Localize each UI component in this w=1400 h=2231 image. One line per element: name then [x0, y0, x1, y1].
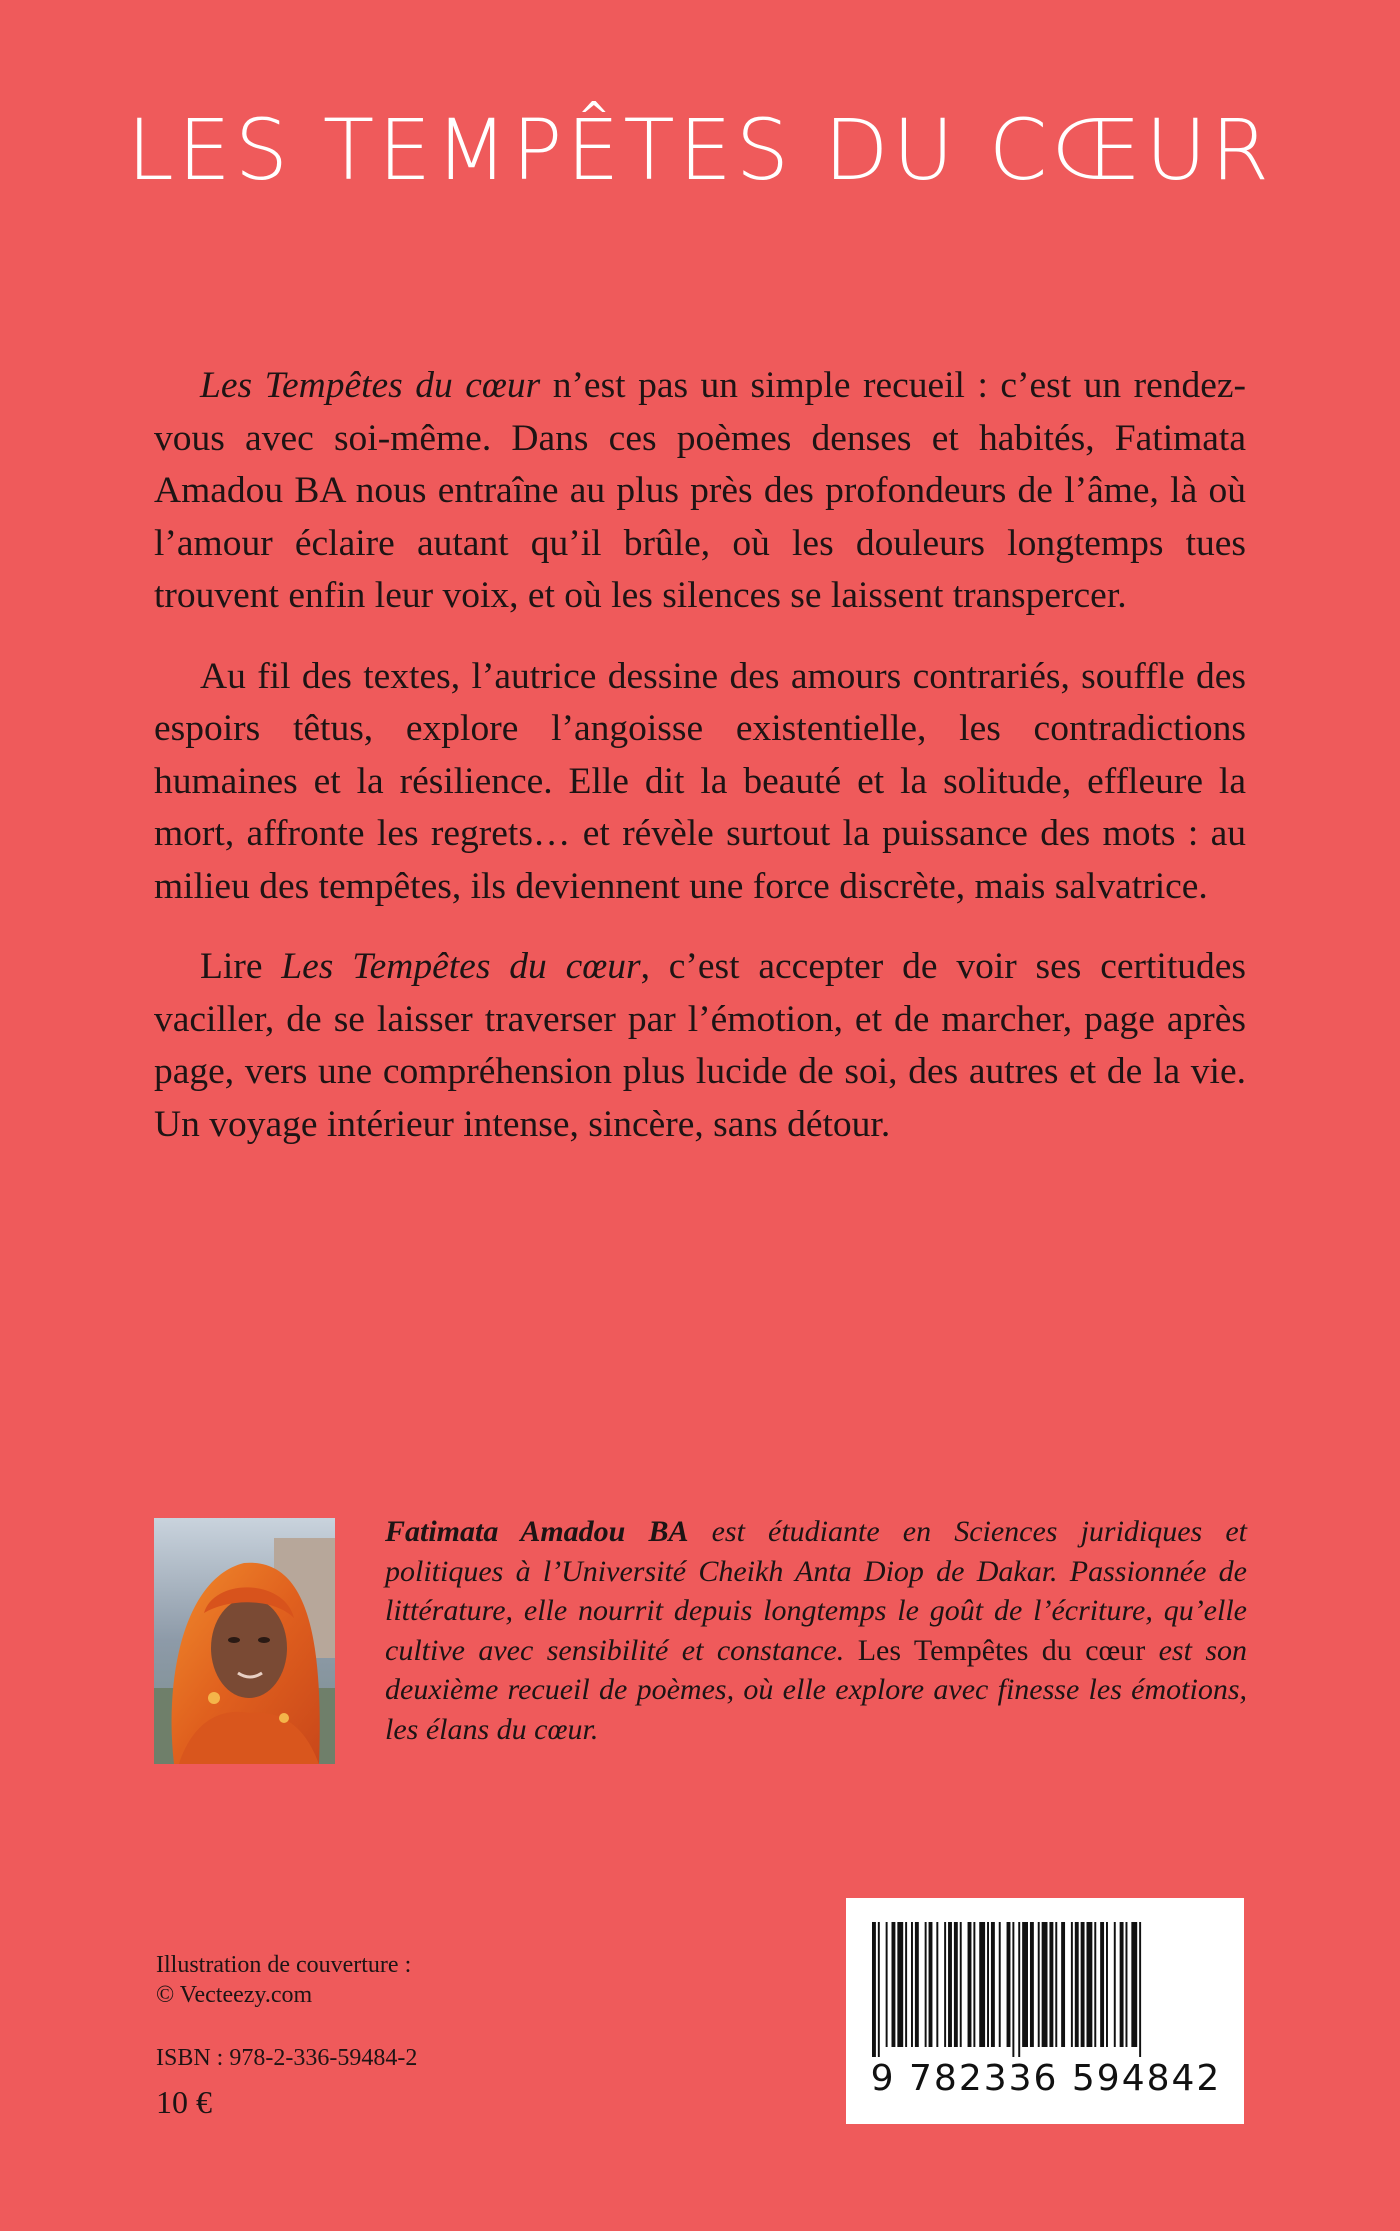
blurb-text: Lire	[200, 946, 282, 987]
credit-label: Illustration de couverture :	[156, 1952, 412, 1978]
barcode	[846, 1898, 1244, 2124]
illustration-credit	[156, 1950, 576, 2010]
bio-book-title: Les Tempêtes du cœur	[857, 1633, 1146, 1667]
author-name: Fatimata Amadou BA	[385, 1515, 689, 1548]
back-cover-blurb	[154, 360, 1246, 1179]
book-title: LES TEMPÊTES DU CŒUR	[126, 101, 1274, 199]
blurb-text: , c’est accepter de voir ses certitudes vaciller, de se laisser traverser par l’émotion, et de marcher, page après page, vers une compréhension plus lucide de soi, des autres et de la vie. Un voyage intérieur intense, sincère, sans détour.	[154, 946, 1246, 1145]
bio-text: est étudiante en Sciences juridiques et politiques à l’Université Cheikh Anta Diop de Dakar. Passionnée de littérature, elle nourrit depuis longtemps le goût de l’écriture, qu’elle cultive avec sensibilité et constance.	[385, 1515, 1247, 1667]
barcode-digits: 9 782336 594842	[870, 2058, 1222, 2099]
bio-text: est son deuxième recueil de poèmes, où elle explore avec finesse les émotions, les élans du cœur.	[385, 1633, 1247, 1746]
blurb-book-title: Les Tempêtes du cœur	[200, 365, 541, 406]
credit-source: © Vecteezy.com	[156, 1982, 313, 2008]
blurb-paragraph-2: Au fil des textes, l’autrice dessine des amours contrariés, souffle des espoirs têtus, explore l’angoisse existentielle, les contradictions humaines et la résilience. Elle dit la beauté et la solitude, effleure la mort, affronte les regrets… et révèle surtout la puissance des mots : au milieu des tempêtes, ils deviennent une force discrète, mais salvatrice.	[154, 655, 1246, 907]
barcode-bars	[866, 1922, 1224, 2057]
author-bio	[385, 1512, 1247, 1749]
blurb-text: n’est pas un simple recueil : c’est un rendez-vous avec soi-même. Dans ces poèmes denses et habités, Fatimata Amadou BA nous entraîne au plus près des profondeurs de l’âme, là où l’amour éclaire autant qu’il brûle, où les douleurs longtemps tues trouvent enfin leur voix, et où les silences se laissent transpercer.	[154, 365, 1246, 616]
isbn: ISBN : 978-2-336-59484-2	[156, 2045, 418, 2071]
blurb-book-title: Les Tempêtes du cœur	[281, 946, 641, 987]
blurb-paragraph-3	[154, 941, 1246, 1151]
author-photo	[154, 1518, 335, 1764]
price: 10 €	[156, 2084, 212, 2120]
blurb-paragraph-1	[154, 360, 1246, 623]
